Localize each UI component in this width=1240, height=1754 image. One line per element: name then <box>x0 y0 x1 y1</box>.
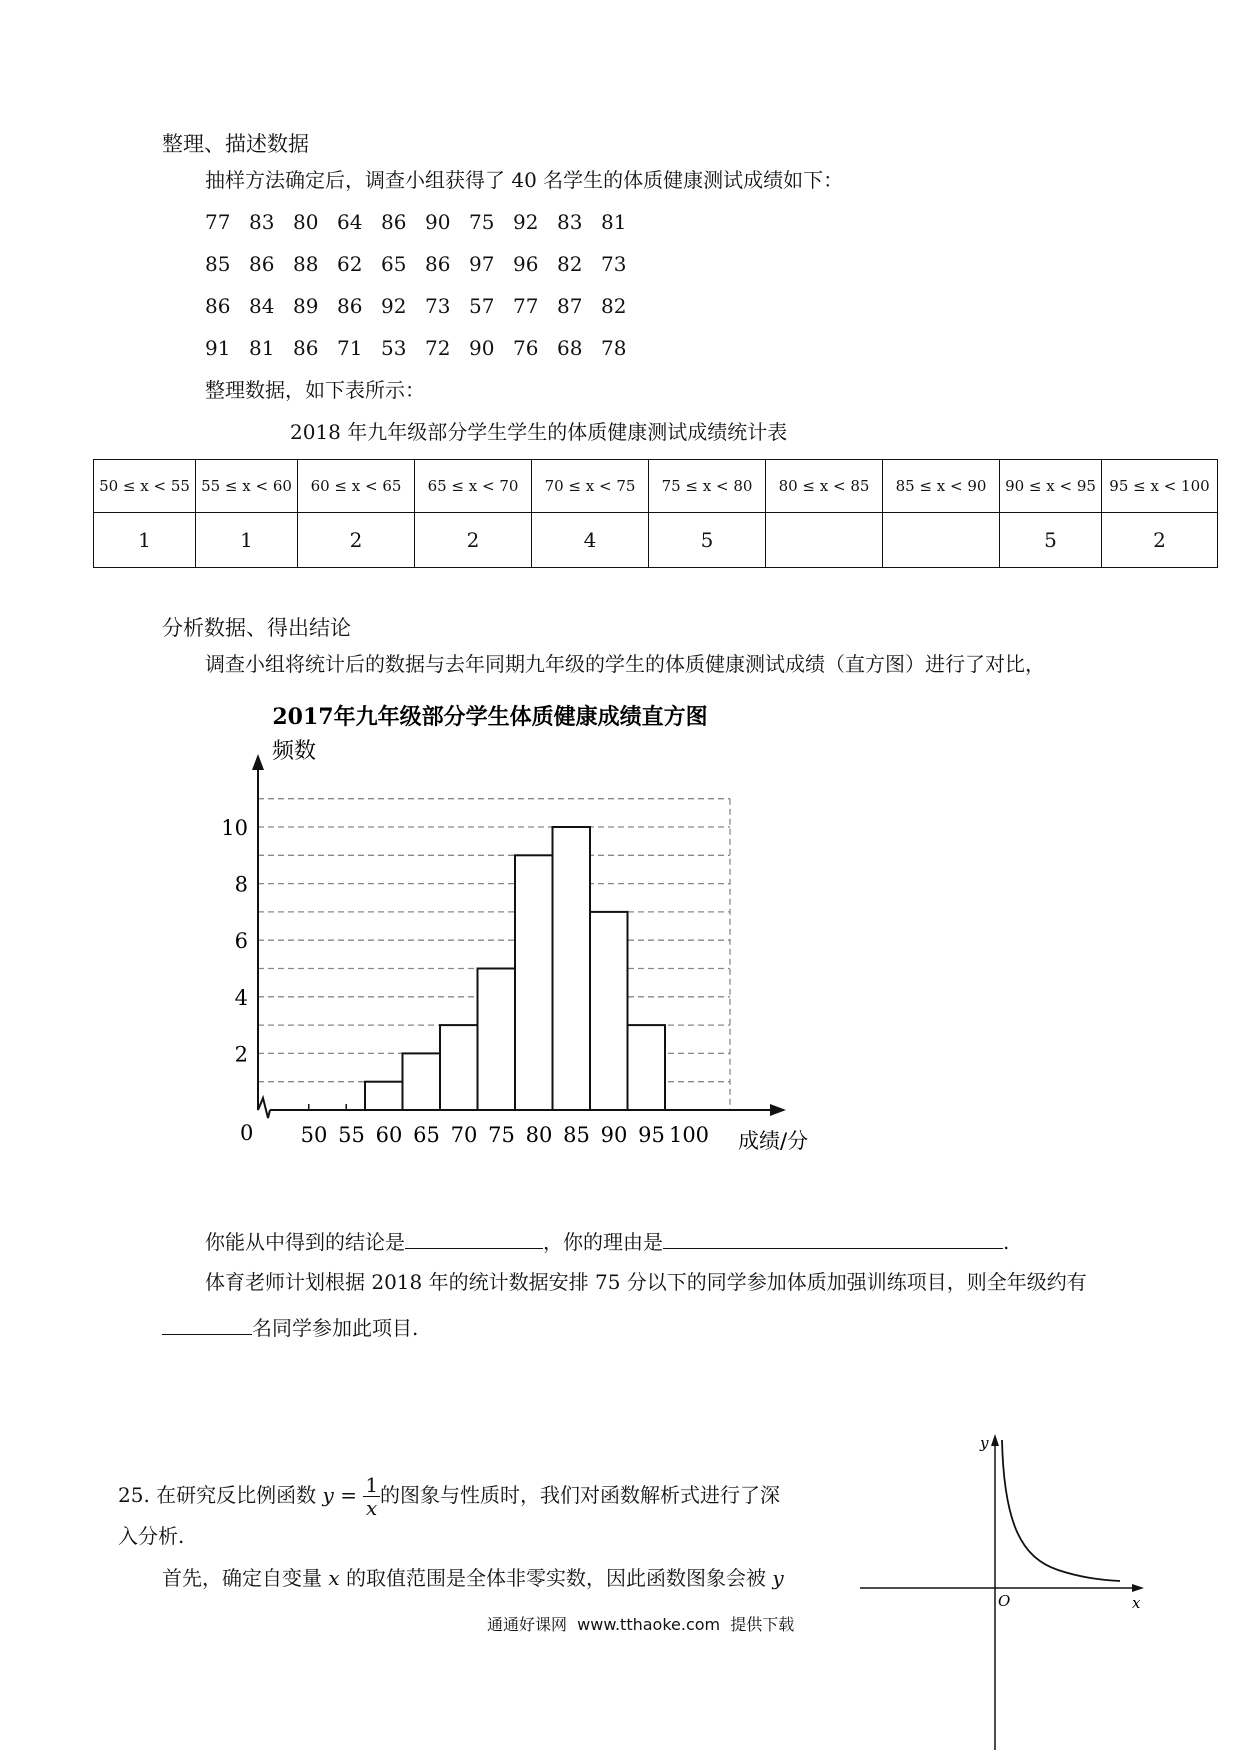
score-cell: 75 <box>469 210 495 234</box>
table-value: 2 <box>1102 513 1218 568</box>
reason-prompt: ，你的理由是 <box>543 1230 663 1254</box>
score-cell: 78 <box>601 336 627 360</box>
equation-lhs: y = <box>322 1483 357 1507</box>
score-cell: 92 <box>513 210 539 234</box>
y-axis-label: 频数 <box>272 739 317 764</box>
graph-origin-label: O <box>998 1592 1011 1610</box>
x-tick-label: 85 <box>563 1123 590 1147</box>
organize-text: 整理数据，如下表所示： <box>205 378 425 402</box>
q25-rest: 的图象与性质时，我们对函数解析式进行了深 <box>380 1483 781 1507</box>
variable-y: y <box>772 1566 784 1590</box>
graph-x-arrow <box>1132 1584 1144 1592</box>
reason-answer-blank[interactable] <box>663 1228 1003 1249</box>
score-row-4 <box>205 336 645 360</box>
table-title: 2018 年九年级部分学生学生的体质健康测试成绩统计表 <box>290 420 788 444</box>
origin-label: 0 <box>240 1121 254 1145</box>
score-cell: 64 <box>337 210 363 234</box>
table-value-blank <box>766 513 883 568</box>
score-cell: 73 <box>425 294 451 318</box>
score-cell: 81 <box>601 210 627 234</box>
histogram-bar <box>628 1025 666 1110</box>
score-cell: 53 <box>381 336 407 360</box>
score-cell: 76 <box>513 336 539 360</box>
score-cell: 89 <box>293 294 319 318</box>
table-header: 90 ≤ x < 95 <box>1000 460 1102 513</box>
section-heading-organize: 整理、描述数据 <box>162 132 309 156</box>
pe-tail-text: 名同学参加此项目. <box>252 1316 419 1340</box>
q25-lead: 在研究反比例函数 <box>156 1483 317 1507</box>
reciprocal-function-graph <box>850 1430 1150 1754</box>
score-cell: 86 <box>293 336 319 360</box>
score-cell: 65 <box>381 252 407 276</box>
q25-line2: 入分析. <box>118 1524 185 1548</box>
period: . <box>1003 1230 1010 1254</box>
score-cell: 92 <box>381 294 407 318</box>
x-tick-label: 55 <box>338 1123 365 1147</box>
histogram-bar <box>553 827 591 1110</box>
score-cell: 72 <box>425 336 451 360</box>
table-header: 60 ≤ x < 65 <box>298 460 415 513</box>
x-tick-label: 70 <box>450 1123 478 1147</box>
x-tick-label: 90 <box>600 1123 628 1147</box>
score-cell: 80 <box>293 210 319 234</box>
score-cell: 86 <box>249 252 275 276</box>
table-header: 50 ≤ x < 55 <box>94 460 196 513</box>
score-cell: 57 <box>469 294 495 318</box>
y-tick-label: 10 <box>221 816 248 840</box>
intro-text: 抽样方法确定后，调查小组获得了 40 名学生的体质健康测试成绩如下： <box>205 168 844 192</box>
score-cell: 90 <box>469 336 495 360</box>
score-cell: 81 <box>249 336 275 360</box>
score-cell: 83 <box>557 210 583 234</box>
score-cell: 86 <box>425 252 451 276</box>
conclusion-answer-blank[interactable] <box>405 1228 543 1249</box>
q25-line3b-text: 的取值范围是全体非零实数，因此函数图象会被 <box>346 1566 766 1590</box>
score-row-3 <box>205 294 645 318</box>
footer-source: 通通好课网 www.tthaoke.com 提供下载 <box>487 1615 795 1634</box>
graph-y-label: y <box>980 1434 989 1452</box>
score-cell: 62 <box>337 252 363 276</box>
table-header: 55 ≤ x < 60 <box>196 460 298 513</box>
table-value-blank <box>883 513 1000 568</box>
equation-fraction <box>363 1474 380 1519</box>
q25-line1 <box>118 1474 780 1519</box>
x-tick-label: 60 <box>375 1123 403 1147</box>
pe-question-tail <box>162 1314 418 1340</box>
x-tick-label: 65 <box>413 1123 440 1147</box>
table-value: 4 <box>532 513 649 568</box>
score-cell: 68 <box>557 336 583 360</box>
table-header: 80 ≤ x < 85 <box>766 460 883 513</box>
table-value: 2 <box>298 513 415 568</box>
score-cell: 97 <box>469 252 495 276</box>
score-cell: 90 <box>425 210 451 234</box>
q25-line3 <box>162 1566 784 1590</box>
y-tick-label: 2 <box>234 1042 248 1067</box>
table-value: 1 <box>196 513 298 568</box>
histogram-bar <box>365 1082 403 1110</box>
table-value: 2 <box>415 513 532 568</box>
table-header: 95 ≤ x < 100 <box>1102 460 1218 513</box>
y-tick-label: 4 <box>234 985 248 1010</box>
graph-x-label: x <box>1132 1594 1141 1612</box>
q25-number: 25. <box>118 1483 150 1507</box>
histogram-bar <box>403 1053 441 1110</box>
chart-title: 2017年九年级部分学生体质健康成绩直方图 <box>272 704 708 730</box>
score-row-1 <box>205 210 645 234</box>
y-tick-label: 8 <box>234 872 248 897</box>
score-cell: 86 <box>381 210 407 234</box>
score-cell: 82 <box>601 294 627 318</box>
graph-y-arrow <box>991 1434 999 1446</box>
pe-teacher-text: 体育老师计划根据 2018 年的统计数据安排 75 分以下的同学参加体质加强训练项目，则全年级约有 <box>205 1270 1087 1294</box>
variable-x: x <box>328 1566 340 1590</box>
score-cell: 96 <box>513 252 539 276</box>
compare-text: 调查小组将统计后的数据与去年同期九年级的学生的体质健康测试成绩（直方图）进行了对比， <box>205 652 1045 676</box>
histogram-bar <box>440 1025 478 1110</box>
table-value: 5 <box>1000 513 1102 568</box>
table-header: 75 ≤ x < 80 <box>649 460 766 513</box>
score-cell: 84 <box>249 294 275 318</box>
score-cell: 73 <box>601 252 627 276</box>
x-tick-label: 75 <box>488 1123 515 1147</box>
hyperbola-curve <box>1002 1440 1120 1581</box>
x-tick-label: 80 <box>525 1123 553 1147</box>
table-header: 65 ≤ x < 70 <box>415 460 532 513</box>
stats-table <box>93 459 1218 568</box>
x-tick-label: 100 <box>668 1123 710 1147</box>
student-count-blank[interactable] <box>162 1314 252 1335</box>
table-value: 5 <box>649 513 766 568</box>
histogram-bar <box>590 912 628 1110</box>
conclusion-question <box>205 1228 1009 1254</box>
score-cell: 71 <box>337 336 363 360</box>
table-header: 70 ≤ x < 75 <box>532 460 649 513</box>
x-axis-label: 成绩/分 <box>738 1129 809 1153</box>
score-cell: 87 <box>557 294 583 318</box>
score-cell: 86 <box>337 294 363 318</box>
score-cell: 82 <box>557 252 583 276</box>
score-cell: 83 <box>249 210 275 234</box>
section-heading-analyze: 分析数据、得出结论 <box>162 616 351 640</box>
x-tick-label: 50 <box>300 1123 328 1147</box>
y-tick-label: 6 <box>234 929 248 954</box>
histogram-bar <box>478 969 516 1111</box>
y-axis-arrow <box>252 754 264 770</box>
x-tick-label: 95 <box>638 1123 665 1147</box>
conclusion-prompt: 你能从中得到的结论是 <box>205 1230 405 1254</box>
score-cell: 77 <box>513 294 539 318</box>
score-cell: 91 <box>205 336 231 360</box>
score-cell: 86 <box>205 294 231 318</box>
score-cell: 85 <box>205 252 231 276</box>
fraction-denominator: x <box>366 1496 378 1520</box>
x-axis-arrow <box>770 1104 786 1116</box>
score-cell: 77 <box>205 210 231 234</box>
score-row-2 <box>205 252 645 276</box>
table-value: 1 <box>94 513 196 568</box>
fraction-numerator: 1 <box>365 1473 379 1497</box>
histogram-chart <box>0 700 840 1160</box>
axis-break-zigzag <box>258 1098 270 1118</box>
score-cell: 88 <box>293 252 319 276</box>
table-header: 85 ≤ x < 90 <box>883 460 1000 513</box>
q25-line3-text: 首先，确定自变量 <box>162 1566 322 1590</box>
histogram-bar <box>515 855 553 1110</box>
